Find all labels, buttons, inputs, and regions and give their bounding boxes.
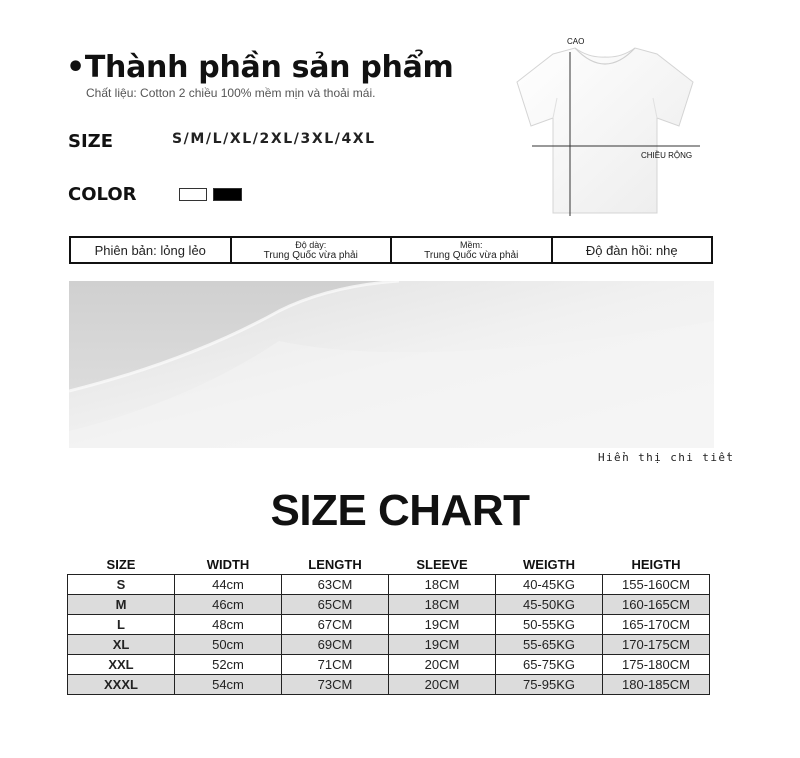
table-cell: 20CM [389, 675, 496, 695]
table-cell: 69CM [282, 635, 389, 655]
header-weight: WEIGTH [523, 556, 575, 572]
header-height: HEIGTH [631, 556, 681, 572]
tshirt-diagram [505, 38, 705, 218]
table-cell: 18CM [389, 575, 496, 595]
material-description: Chất liệu: Cotton 2 chiều 100% mềm mịn và thoải mái. [86, 86, 376, 100]
table-cell: 55-65KG [496, 635, 603, 655]
size-chart-title: SIZE CHART [270, 486, 530, 535]
header-size: SIZE [106, 556, 136, 572]
table-cell: 65CM [282, 595, 389, 615]
fabric-detail-image [69, 281, 714, 448]
table-cell: 46cm [175, 595, 282, 615]
attribute-softness-label: Mềm: [460, 239, 483, 250]
header-width: WIDTH [206, 556, 250, 572]
attribute-thickness-value: Trung Quốc vừa phải [263, 249, 358, 261]
composition-title [66, 50, 454, 85]
color-swatch-white[interactable] [179, 188, 207, 201]
table-cell: XXL [68, 655, 175, 675]
table-row [68, 575, 710, 595]
table-cell: 18CM [389, 595, 496, 615]
table-cell: 65-75KG [496, 655, 603, 675]
table-cell: S [68, 575, 175, 595]
attribute-softness-value: Trung Quốc vừa phải [424, 249, 519, 261]
table-cell: M [68, 595, 175, 615]
table-cell: 20CM [389, 655, 496, 675]
attribute-thickness-label: Độ dày: [295, 239, 327, 250]
color-swatch-black[interactable] [213, 188, 242, 201]
table-cell: 50-55KG [496, 615, 603, 635]
table-cell: XXXL [68, 675, 175, 695]
color-label: COLOR [68, 184, 137, 205]
table-cell: 75-95KG [496, 675, 603, 695]
table-row [68, 675, 710, 695]
width-label: CHIỀU RỘNG [641, 151, 693, 160]
table-cell: L [68, 615, 175, 635]
attribute-fit-text: Phiên bản: lỏng lẻo [94, 242, 206, 258]
table-cell: 44cm [175, 575, 282, 595]
composition-title-text: Thành phần sản phẩm [84, 50, 454, 85]
size-chart-table [67, 554, 710, 695]
table-cell: 19CM [389, 615, 496, 635]
fabric-detail-caption: Hiển thị chi tiết [598, 451, 735, 464]
attribute-softness [392, 238, 553, 262]
bullet: • [66, 50, 85, 85]
table-row [68, 615, 710, 635]
table-cell: 48cm [175, 615, 282, 635]
attribute-elasticity-text: Độ đàn hồi: nhẹ [585, 242, 678, 258]
attribute-fit [71, 238, 232, 262]
table-cell: 19CM [389, 635, 496, 655]
table-cell: 180-185CM [603, 675, 710, 695]
table-cell: 67CM [282, 615, 389, 635]
table-cell: 52cm [175, 655, 282, 675]
table-row [68, 655, 710, 675]
table-row [68, 595, 710, 615]
tshirt-icon [505, 38, 705, 218]
table-header-row [68, 554, 710, 575]
table-cell: 170-175CM [603, 635, 710, 655]
table-cell: 71CM [282, 655, 389, 675]
table-cell: 45-50KG [496, 595, 603, 615]
table-cell: 63CM [282, 575, 389, 595]
size-options: S/M/L/XL/2XL/3XL/4XL [172, 131, 376, 147]
attributes-bar [69, 236, 713, 264]
table-cell: 160-165CM [603, 595, 710, 615]
table-cell: 50cm [175, 635, 282, 655]
attribute-elasticity [553, 238, 712, 262]
table-cell: 155-160CM [603, 575, 710, 595]
table-cell: XL [68, 635, 175, 655]
attribute-thickness [232, 238, 393, 262]
table-cell: 40-45KG [496, 575, 603, 595]
table-cell: 73CM [282, 675, 389, 695]
header-length: LENGTH [308, 556, 362, 572]
table-cell: 175-180CM [603, 655, 710, 675]
height-label: CAO [567, 37, 585, 46]
header-sleeve: SLEEVE [416, 556, 468, 572]
table-cell: 165-170CM [603, 615, 710, 635]
size-label: SIZE [68, 131, 114, 152]
table-cell: 54cm [175, 675, 282, 695]
table-row [68, 635, 710, 655]
fabric-texture-icon [69, 281, 714, 448]
